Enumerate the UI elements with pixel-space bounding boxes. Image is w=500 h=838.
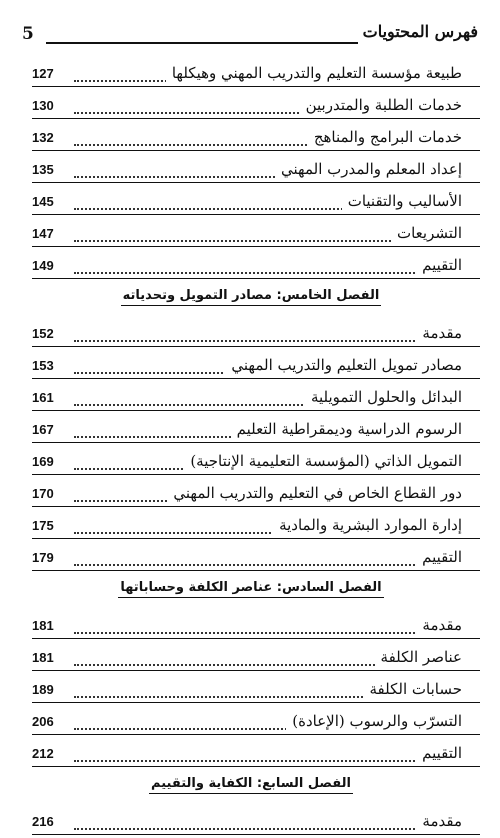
toc-entry: [22, 414, 480, 446]
toc-entry-title: دور القطاع الخاص في التعليم والتدريب المهني: [167, 484, 462, 502]
toc-entry-page: 127: [32, 66, 54, 81]
toc-entry-page: 147: [32, 226, 54, 241]
dot-leader: [74, 564, 462, 566]
toc-entry-page: 181: [32, 618, 54, 633]
entry-underline: [32, 638, 480, 639]
toc-entry-title: التقييم: [416, 548, 462, 566]
toc-entry: [22, 122, 480, 154]
entry-underline: [32, 346, 480, 347]
entry-underline: [32, 150, 480, 151]
toc-entry-page: 145: [32, 194, 54, 209]
toc-entry: [22, 446, 480, 478]
entry-underline: [32, 214, 480, 215]
toc-entry: [22, 642, 480, 674]
toc-entry-title: مقدمة: [416, 324, 462, 342]
chapter-heading: [22, 770, 480, 806]
toc-entry: [22, 350, 480, 382]
chapter-heading-text: الفصل السادس: عناصر الكلفة وحساباتها: [118, 580, 383, 598]
toc-entry: [22, 610, 480, 642]
toc-entry-page: 161: [32, 390, 54, 405]
toc-entry-page: 206: [32, 714, 54, 729]
toc-entry-title: مقدمة: [416, 812, 462, 830]
entry-underline: [32, 410, 480, 411]
toc-entry-page: 135: [32, 162, 54, 177]
toc-entry-title: إدارة الموارد البشرية والمادية: [273, 516, 462, 534]
toc-entry: [22, 218, 480, 250]
toc-entry: [22, 478, 480, 510]
toc-entry-title: التشريعات: [391, 224, 462, 242]
toc-entry: [22, 706, 480, 738]
entry-underline: [32, 278, 480, 279]
toc-entry-page: 152: [32, 326, 54, 341]
chapter-heading: [22, 282, 480, 318]
dot-leader: [74, 760, 462, 762]
toc-entry-page: 175: [32, 518, 54, 533]
entry-underline: [32, 670, 480, 671]
toc-entry-title: الأساليب والتقنيات: [342, 192, 462, 210]
toc-entry-page: 181: [32, 650, 54, 665]
entry-underline: [32, 86, 480, 87]
dot-leader: [74, 828, 462, 830]
toc-entry: [22, 250, 480, 282]
toc-entry-title: التسرّب والرسوب (الإعادة): [286, 712, 462, 730]
entry-underline: [32, 702, 480, 703]
toc-entry-title: خدمات الطلبة والمتدربين: [300, 96, 462, 114]
entry-underline: [32, 734, 480, 735]
toc-entry-title: طبيعة مؤسسة التعليم والتدريب المهني وهيكلها: [166, 64, 462, 82]
toc-entry-title: البدائل والحلول التمويلية: [305, 388, 462, 406]
toc-entry-title: مصادر تمويل التعليم والتدريب المهني: [225, 356, 462, 374]
toc-entry-title: الرسوم الدراسية وديمقراطية التعليم: [231, 420, 462, 438]
toc-entry-page: 167: [32, 422, 54, 437]
dot-leader: [74, 340, 462, 342]
toc-entry-title: مقدمة: [416, 616, 462, 634]
toc-entry-page: 169: [32, 454, 54, 469]
toc-entry-page: 216: [32, 814, 54, 829]
chapter-heading-text: الفصل السابع: الكفاية والتقييم: [149, 776, 353, 794]
toc-entry: [22, 542, 480, 574]
table-of-contents: [22, 58, 480, 838]
toc-entry: [22, 318, 480, 350]
entry-underline: [32, 538, 480, 539]
entry-underline: [32, 570, 480, 571]
toc-entry: [22, 738, 480, 770]
entry-underline: [32, 766, 480, 767]
toc-entry: [22, 186, 480, 218]
entry-underline: [32, 506, 480, 507]
toc-entry-page: 179: [32, 550, 54, 565]
entry-underline: [32, 118, 480, 119]
toc-entry: [22, 90, 480, 122]
toc-entry: [22, 674, 480, 706]
entry-underline: [32, 834, 480, 835]
toc-entry: [22, 58, 480, 90]
toc-entry-title: عناصر الكلفة: [375, 648, 462, 666]
toc-entry-title: التقييم: [416, 744, 462, 762]
entry-underline: [32, 442, 480, 443]
toc-entry-title: خدمات البرامج والمناهج: [308, 128, 462, 146]
entry-underline: [32, 246, 480, 247]
dot-leader: [74, 272, 462, 274]
toc-entry-page: 212: [32, 746, 54, 761]
toc-entry-page: 130: [32, 98, 54, 113]
toc-entry-page: 132: [32, 130, 54, 145]
header-rule: [46, 42, 358, 44]
chapter-heading: [22, 574, 480, 610]
chapter-heading-text: الفصل الخامس: مصادر التمويل وتحدياته: [121, 288, 382, 306]
toc-entry-page: 170: [32, 486, 54, 501]
dot-leader: [74, 632, 462, 634]
toc-entry-page: 189: [32, 682, 54, 697]
toc-entry: [22, 806, 480, 838]
toc-entry-page: 149: [32, 258, 54, 273]
toc-entry: [22, 154, 480, 186]
toc-entry-title: حسابات الكلفة: [364, 680, 462, 698]
entry-underline: [32, 474, 480, 475]
entry-underline: [32, 378, 480, 379]
toc-entry-page: 153: [32, 358, 54, 373]
toc-entry-title: إعداد المعلم والمدرب المهني: [275, 160, 462, 178]
entry-underline: [32, 182, 480, 183]
toc-entry: [22, 510, 480, 542]
page-header: [22, 18, 478, 48]
page-title: فهرس المحتويات: [362, 22, 478, 41]
toc-entry-title: التقييم: [416, 256, 462, 274]
toc-entry: [22, 382, 480, 414]
page-number: 5: [22, 24, 34, 44]
toc-entry-title: التمويل الذاتي (المؤسسة التعليمية الإنتاجية): [184, 452, 462, 470]
